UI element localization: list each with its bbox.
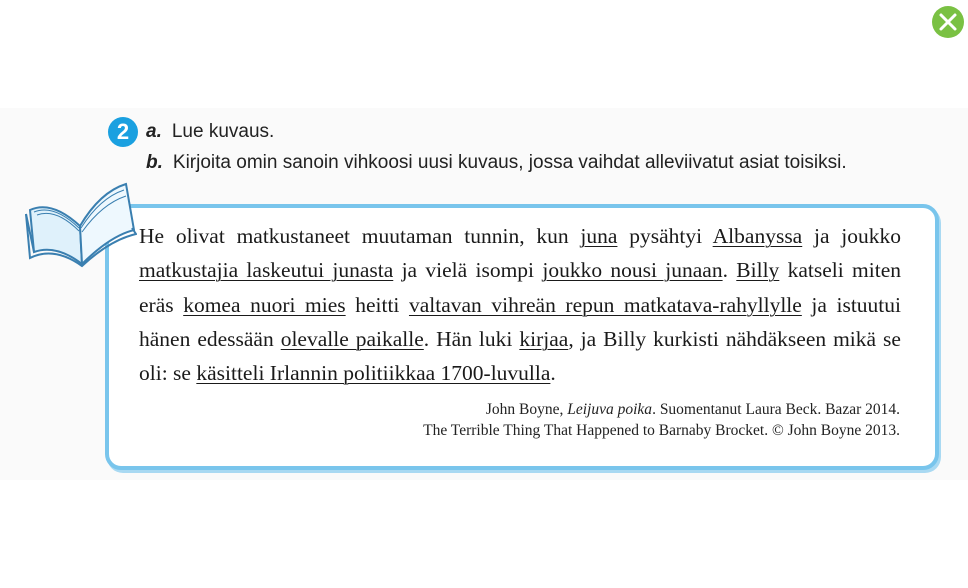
credit-author: John Boyne, <box>485 401 568 418</box>
credit-publication: . Suomentanut Laura Beck. Bazar 2014. <box>652 401 900 418</box>
passage-segment: ja istuutui hänen edessään <box>139 292 901 351</box>
underlined-phrase: käsitteli Irlannin politiikkaa 1700-luvulla <box>196 361 551 386</box>
underlined-phrase: Albanyssa <box>712 224 803 248</box>
close-icon <box>932 6 964 38</box>
instruction-b <box>146 152 847 174</box>
credit-line-2: The Terrible Thing That Happened to Barnaby Brocket. © John Boyne 2013. <box>423 422 900 439</box>
passage-segment: . <box>722 258 737 283</box>
passage-segment: katseli miten eräs <box>139 258 902 317</box>
passage-text <box>139 219 901 390</box>
underlined-phrase: joukko nousi junaan <box>542 258 723 283</box>
underlined-phrase: olevalle paikalle <box>280 326 424 351</box>
passage-segment: , ja Billy kurkisti nähdäkseen mikä se oli: se <box>139 326 901 386</box>
underlined-phrase: juna <box>580 224 618 248</box>
passage-segment: ja vielä isompi <box>393 258 543 283</box>
passage-segment: ja joukko <box>802 224 902 248</box>
instruction-a-text: Lue kuvaus. <box>171 121 275 142</box>
instruction-b-text: Kirjoita omin sanoin vihkoosi uusi kuvaus, jossa vaihdat alleviivatut asiat toisiksi. <box>172 152 847 173</box>
passage-segment: . <box>550 361 556 386</box>
underlined-phrase: matkustajia laskeutui junasta <box>139 258 394 283</box>
close-button[interactable] <box>932 6 964 38</box>
underlined-phrase: valtavan vihreän repun matkatava-rahyllylle <box>408 292 802 317</box>
instruction-a-letter: a. <box>146 121 162 142</box>
passage-segment: He olivat matkustaneet muutaman tunnin, kun <box>139 224 581 248</box>
instruction-a <box>146 121 274 143</box>
passage-segment: heitti <box>345 292 409 317</box>
underlined-phrase: kirjaa <box>519 326 569 351</box>
credit-line-1 <box>300 401 900 419</box>
underlined-phrase: Billy <box>736 258 780 283</box>
task-number: 2 <box>108 117 138 147</box>
instruction-b-letter: b. <box>146 152 163 173</box>
open-book-icon <box>22 182 137 268</box>
credit-book-title: Leijuva poika <box>567 401 653 418</box>
passage-segment: . Hän luki <box>423 326 520 351</box>
underlined-phrase: komea nuori mies <box>183 292 346 317</box>
passage-segment: pysähtyi <box>617 224 713 248</box>
